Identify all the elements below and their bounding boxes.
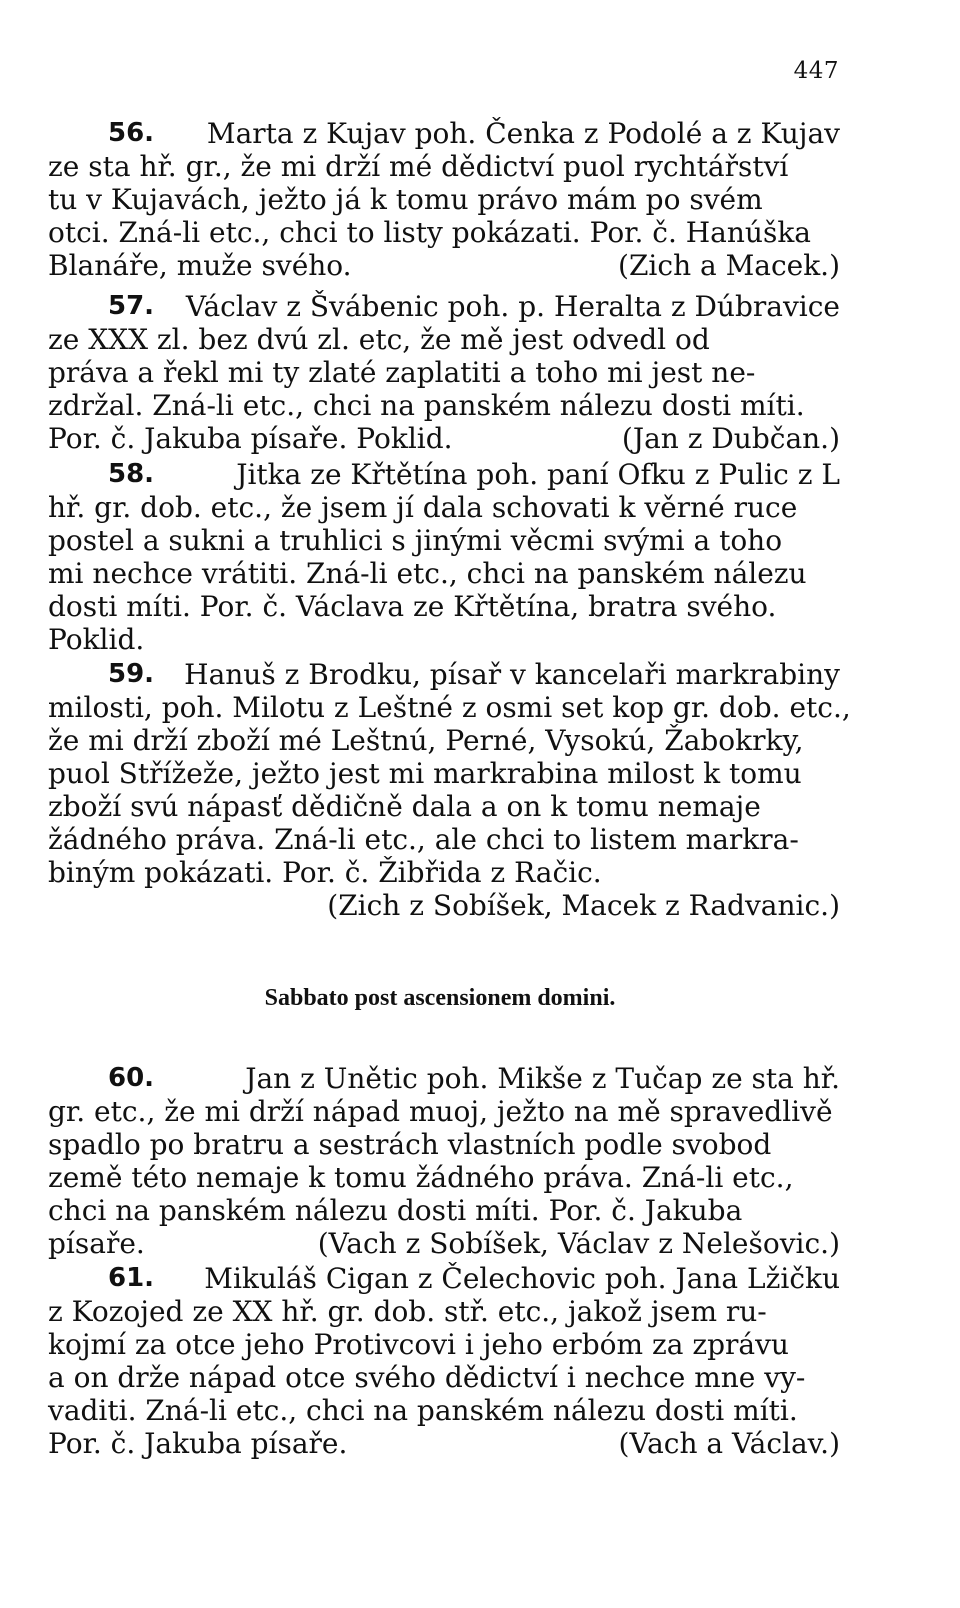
entry-line [48, 290, 840, 323]
entry-text: vaditi. Zná-li etc., chci na panském nálezu dosti míti. [48, 1394, 798, 1427]
entry-text: Jan z Unětic poh. Mikše z Tučap ze sta hř. [245, 1062, 840, 1095]
entry-number: 60. [108, 1063, 155, 1093]
entry-number: 59. [108, 659, 155, 689]
entry-line [48, 1361, 840, 1394]
entry-line [48, 623, 840, 656]
entry-text: chci na panském nálezu dosti míti. Por. č. Jakuba [48, 1194, 743, 1227]
entry-line [48, 183, 840, 216]
entry-line [48, 557, 840, 590]
entry-text: gr. etc., že mi drží nápad muoj, ježto na mě spravedlivě [48, 1095, 833, 1128]
entry-line [48, 658, 840, 691]
entry-text: kojmí za otce jeho Protivcovi i jeho erbóm za zprávu [48, 1328, 789, 1361]
entry-text: Jitka ze Křtětína poh. paní Ofku z Pulic z L [236, 458, 840, 491]
entry-text: biným pokázati. Por. č. Žibřida z Račic. [48, 856, 602, 889]
entry-number: 58. [108, 459, 155, 489]
entry-text: hř. gr. dob. etc., že jsem jí dala schovati k věrné ruce [48, 491, 798, 524]
entry-text: a on drže nápad otce svého dědictví i nechce mne vy- [48, 1361, 806, 1394]
entry-text: Blanáře, muže svého. [48, 249, 352, 282]
entry-text: postel a sukni a truhlici s jinými věcmi svými a toho [48, 524, 783, 557]
entry-text: země této nemaje k tomu žádného práva. Zná-li etc., [48, 1161, 794, 1194]
section-heading: Sabbato post ascensionem domini. [264, 985, 616, 1011]
entry-line [48, 422, 840, 455]
entry-text: Por. č. Jakuba písaře. Poklid. [48, 422, 453, 455]
entry-line [48, 150, 840, 183]
entry-text: otci. Zná-li etc., chci to listy pokázati. Por. č. Hanúška [48, 216, 811, 249]
entry-line [48, 458, 840, 491]
entry-line [48, 1194, 840, 1227]
entry-line [48, 524, 840, 557]
entry-61 [48, 1262, 840, 1460]
entry-line [48, 724, 840, 757]
entry-line [48, 356, 840, 389]
entry-text: žádného práva. Zná-li etc., ale chci to listem markra- [48, 823, 799, 856]
entry-line [48, 389, 840, 422]
entry-line [48, 1095, 840, 1128]
entry-line [48, 691, 851, 724]
entry-line [48, 790, 840, 823]
entry-text: že mi drží zboží mé Leštnú, Perné, Vysokú, Žabokrky, [48, 724, 804, 757]
entry-text: dosti míti. Por. č. Václava ze Křtětína, bratra svého. [48, 590, 777, 623]
entry-number: 56. [108, 118, 155, 148]
entry-text: Marta z Kujav poh. Čenka z Podolé a z Kujav [206, 117, 840, 150]
entry-text: z Kozojed ze XX hř. gr. dob. stř. etc., jakož jsem ru- [48, 1295, 767, 1328]
entry-line [48, 1062, 840, 1095]
entry-text: spadlo po bratru a sestrách vlastních podle svobod [48, 1128, 772, 1161]
entry-text: puol Střížeže, ježto jest mi markrabina milost k tomu [48, 757, 802, 790]
entry-58 [48, 458, 840, 656]
entry-line [48, 249, 840, 282]
entry-line [48, 1262, 840, 1295]
entry-text: Mikuláš Cigan z Čelechovic poh. Jana Lžičku [204, 1262, 840, 1295]
entry-number: 61. [108, 1263, 155, 1293]
entry-60 [48, 1062, 840, 1260]
entry-text: Por. č. Jakuba písaře. [48, 1427, 348, 1460]
entry-text: mi nechce vrátiti. Zná-li etc., chci na panském nálezu [48, 557, 807, 590]
page-number: 447 [793, 58, 839, 84]
entry-line [48, 491, 840, 524]
entry-57 [48, 290, 840, 455]
entry-line [48, 1427, 840, 1460]
witness-signature: (Vach a Václav.) [618, 1427, 840, 1460]
entry-text: milosti, poh. Milotu z Leštné z osmi set kop gr. dob. etc., [48, 691, 851, 724]
entry-line [48, 1394, 840, 1427]
witness-signature: (Zich z Sobíšek, Macek z Radvanic.) [327, 889, 840, 922]
entry-line [48, 1128, 840, 1161]
entry-text: zboží svú nápasť dědičně dala a on k tomu nemaje [48, 790, 761, 823]
entry-line [48, 117, 840, 150]
entry-number: 57. [108, 291, 155, 321]
entry-line [48, 1328, 840, 1361]
witness-signature: (Zich a Macek.) [618, 249, 840, 282]
entry-text: ze sta hř. gr., že mi drží mé dědictví puol rychtářství [48, 150, 789, 183]
entry-line [48, 1161, 840, 1194]
entry-line [48, 590, 840, 623]
entry-56 [48, 117, 840, 282]
entry-line [48, 757, 840, 790]
witness-signature: (Vach z Sobíšek, Václav z Nelešovic.) [317, 1227, 840, 1260]
entry-59 [48, 658, 851, 922]
entry-line [48, 889, 840, 922]
entry-line [48, 856, 840, 889]
entry-text: ze XXX zl. bez dvú zl. etc, že mě jest odvedl od [48, 323, 710, 356]
entry-text: tu v Kujavách, ježto já k tomu právo mám po svém [48, 183, 763, 216]
entry-text: Hanuš z Brodku, písař v kancelaři markrabiny [184, 658, 840, 691]
entry-line [48, 216, 840, 249]
entry-text: písaře. [48, 1227, 145, 1260]
entry-text: práva a řekl mi ty zlaté zaplatiti a toho mi jest ne- [48, 356, 756, 389]
entry-line [48, 823, 840, 856]
entry-text: Poklid. [48, 623, 145, 656]
witness-signature: (Jan z Dubčan.) [621, 422, 840, 455]
entry-line [48, 323, 840, 356]
entry-text: Václav z Švábenic poh. p. Heralta z Dúbravice [185, 290, 840, 323]
entry-text: zdržal. Zná-li etc., chci na panském nálezu dosti míti. [48, 389, 805, 422]
entry-line [48, 1295, 840, 1328]
entry-line [48, 1227, 840, 1260]
